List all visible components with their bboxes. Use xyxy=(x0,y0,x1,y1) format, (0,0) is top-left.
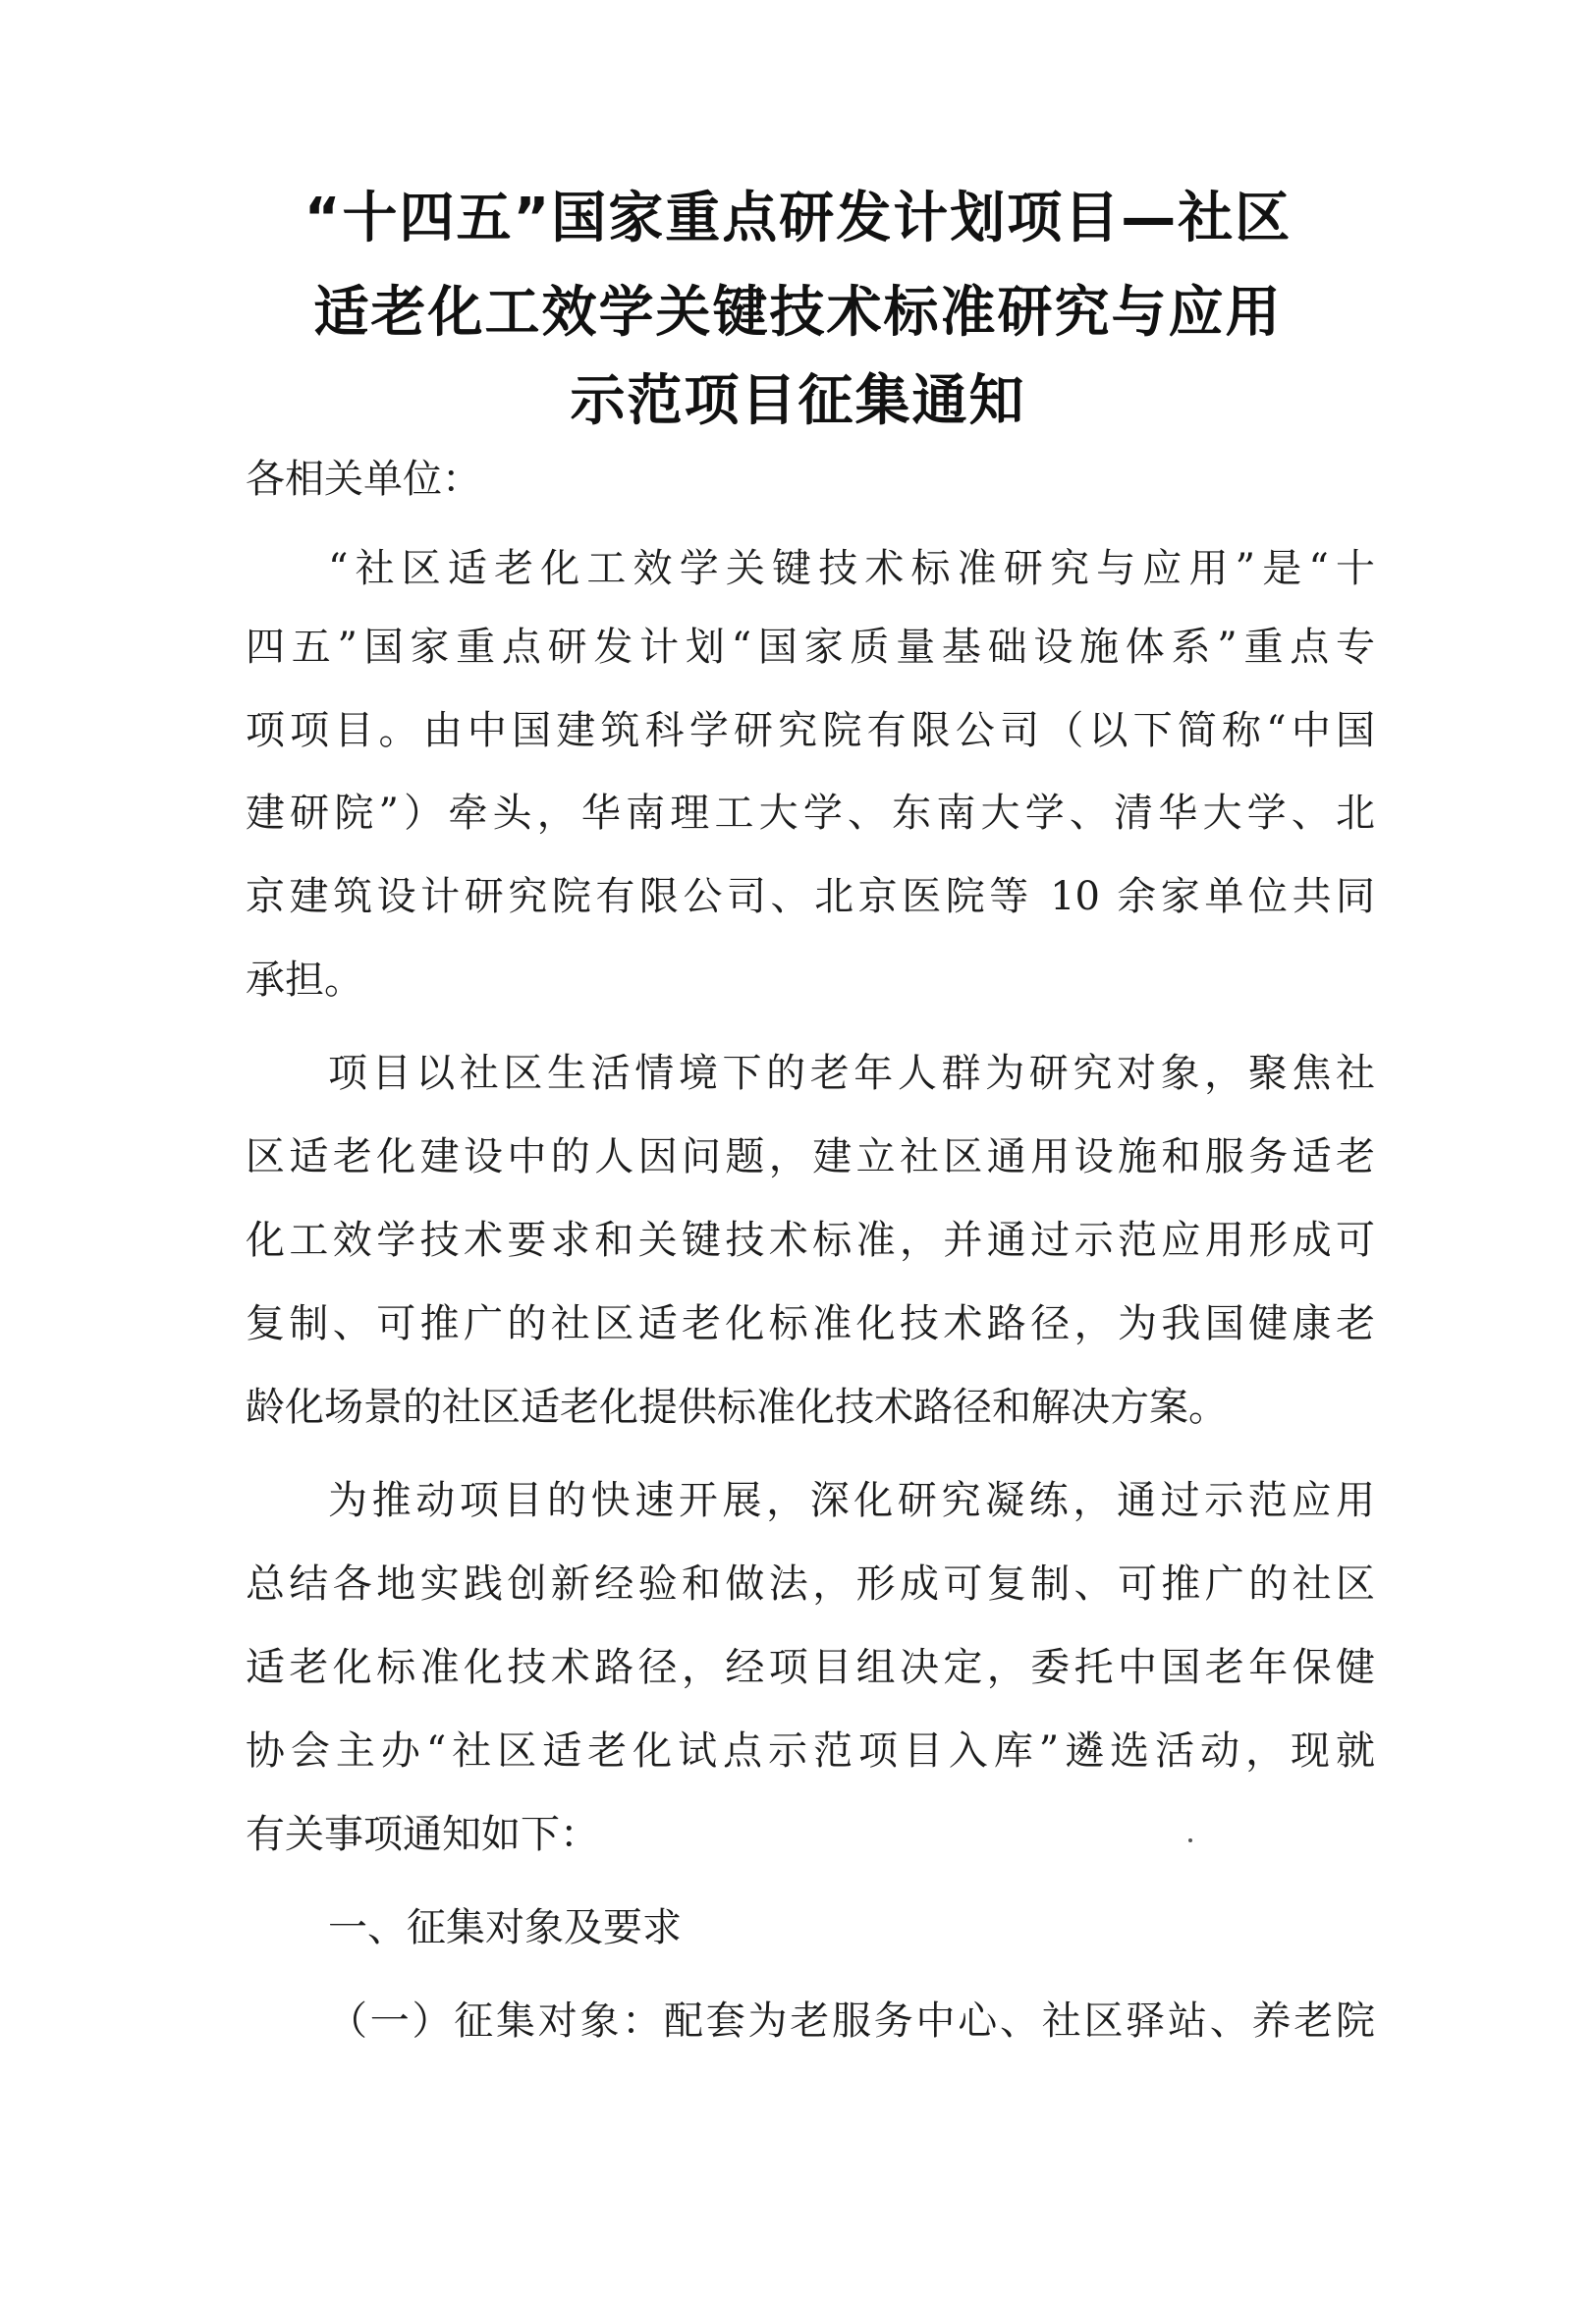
paragraph-3-line-5: 有关事项通知如下： xyxy=(246,1812,599,1857)
paragraph-2-line-1: 项目以社区生活情境下的老年人群为研究对象，聚焦社 xyxy=(328,1051,1375,1096)
document-title-line-3: 示范项目征集通知 xyxy=(570,369,1026,433)
paragraph-2-line-3: 化工效学技术要求和关键技术标准，并通过示范应用形成可 xyxy=(246,1218,1375,1263)
paragraph-1-line-4: 建研院”）牵头，华南理工大学、东南大学、清华大学、北 xyxy=(246,791,1375,836)
paragraph-1-line-3: 项项目。由中国建筑科学研究院有限公司（以下简称“中国 xyxy=(246,708,1375,753)
paragraph-1-line-1: “社区适老化工效学关键技术标准研究与应用”是“十 xyxy=(328,546,1375,591)
paragraph-1-line-2: 四五”国家重点研发计划“国家质量基础设施体系”重点专 xyxy=(246,625,1375,670)
document-title-line-1: “十四五”国家重点研发计划项目—社区 xyxy=(303,187,1293,250)
paragraph-2-line-5: 龄化场景的社区适老化提供标准化技术路径和解决方案。 xyxy=(246,1385,1228,1430)
paragraph-3-line-4: 协会主办“社区适老化试点示范项目入库”遴选活动，现就 xyxy=(246,1728,1375,1774)
paragraph-2-line-2: 区适老化建设中的人因问题，建立社区通用设施和服务适老 xyxy=(246,1134,1375,1179)
scan-speck xyxy=(1188,1838,1192,1842)
paragraph-1-line-6: 承担。 xyxy=(246,958,363,1003)
section-heading: 一、征集对象及要求 xyxy=(328,1905,682,1950)
subsection-line: （一）征集对象：配套为老服务中心、社区驿站、养老院 xyxy=(328,1999,1375,2044)
document-title-line-2: 适老化工效学关键技术标准研究与应用 xyxy=(313,281,1283,345)
paragraph-2-line-4: 复制、可推广的社区适老化标准化技术路径，为我国健康老 xyxy=(246,1301,1375,1346)
paragraph-3-line-3: 适老化标准化技术路径，经项目组决定，委托中国老年保健 xyxy=(246,1645,1375,1690)
paragraph-3-line-2: 总结各地实践创新经验和做法，形成可复制、可推广的社区 xyxy=(246,1561,1375,1607)
paragraph-3-line-1: 为推动项目的快速开展，深化研究凝练，通过示范应用 xyxy=(328,1478,1375,1523)
paragraph-1-line-5: 京建筑设计研究院有限公司、北京医院等 10 余家单位共同 xyxy=(246,874,1375,919)
salutation: 各相关单位： xyxy=(246,457,481,502)
